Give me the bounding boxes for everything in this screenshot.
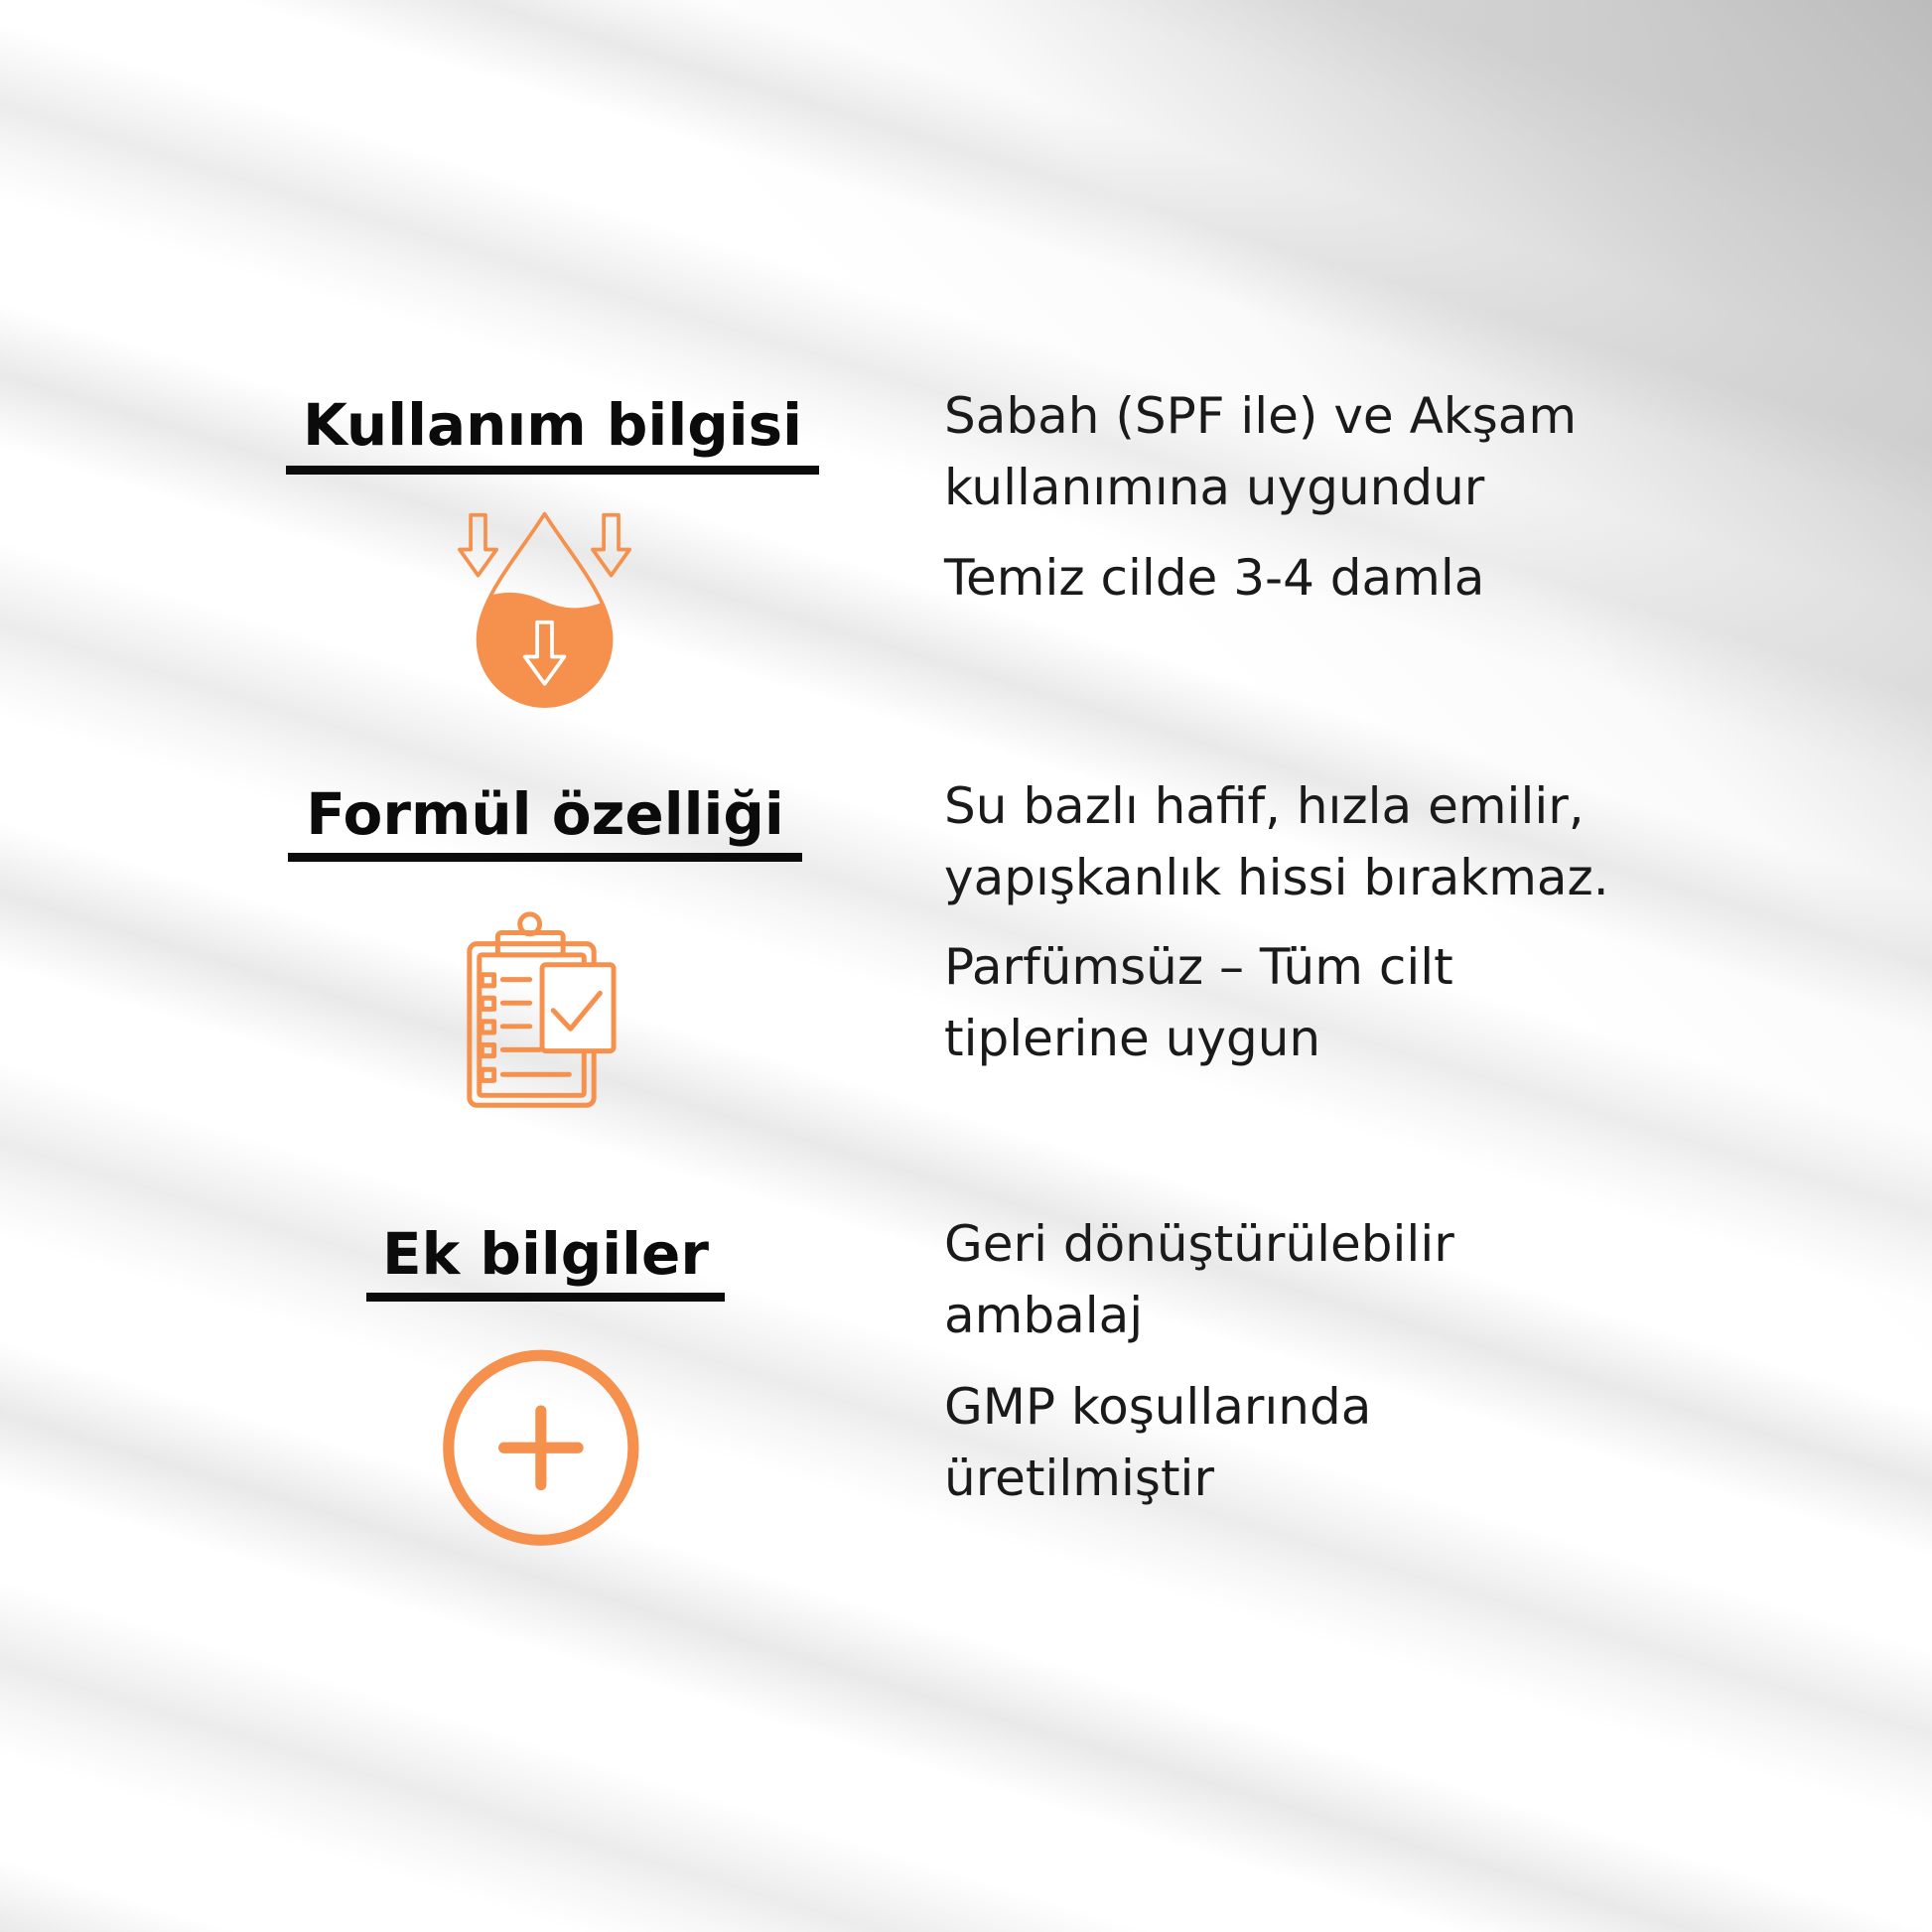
usage-info-underline <box>286 466 819 475</box>
additional-info-heading: Ek bilgiler <box>382 1220 709 1288</box>
text-line: Geri dönüştürülebilir <box>944 1215 1454 1273</box>
text-line: GMP koşullarında <box>944 1378 1372 1436</box>
additional-info-underline <box>366 1293 725 1302</box>
text-line: Su bazlı hafif, hızla emilir, <box>944 777 1585 835</box>
formula-feature-underline <box>288 853 802 862</box>
formula-feature-paragraph-2 <box>944 931 1838 1074</box>
text-line: üretilmiştir <box>944 1449 1214 1507</box>
text-line: yapışkanlık hissi bırakmaz. <box>944 849 1609 906</box>
text-line: Temiz cilde 3-4 damla <box>944 549 1485 607</box>
usage-info-paragraph-2 <box>944 542 1838 614</box>
formula-feature-heading: Formül özelliği <box>306 780 784 848</box>
water-drop-down-arrows-icon <box>460 514 629 715</box>
text-line: Parfümsüz – Tüm cilt <box>944 938 1453 996</box>
additional-info-paragraph-2 <box>944 1371 1838 1514</box>
usage-info-heading: Kullanım bilgisi <box>303 391 802 459</box>
usage-info-paragraph-1 <box>944 380 1838 523</box>
additional-info-paragraph-1 <box>944 1208 1838 1351</box>
text-line: kullanımına uygundur <box>944 459 1485 516</box>
text-line: ambalaj <box>944 1287 1144 1344</box>
formula-feature-paragraph-1 <box>944 770 1838 913</box>
plus-circle-icon <box>449 1355 633 1540</box>
text-line: Sabah (SPF ile) ve Akşam <box>944 387 1578 445</box>
clipboard-checklist-icon <box>470 914 614 1105</box>
text-line: tiplerine uygun <box>944 1010 1321 1067</box>
